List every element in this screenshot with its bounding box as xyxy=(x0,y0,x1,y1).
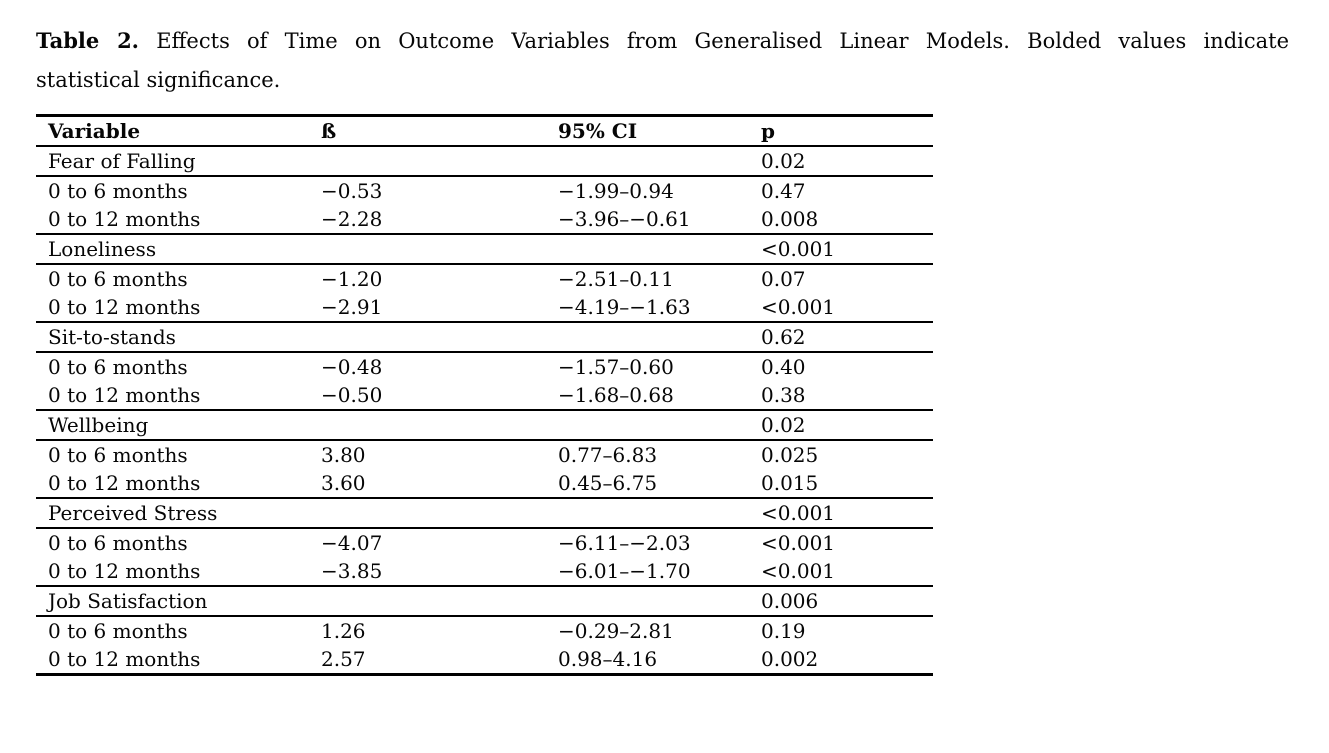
group-ci-empty xyxy=(546,146,749,176)
group-beta-empty xyxy=(309,410,546,440)
row-p-value: 0.19 xyxy=(761,619,806,643)
table-row xyxy=(36,616,933,645)
table-row xyxy=(36,440,933,469)
row-ci: −1.68–0.68 xyxy=(546,381,749,410)
group-ci-empty xyxy=(546,498,749,528)
caption-line-2: statistical significance. xyxy=(36,68,281,92)
group-variable: Sit-to-stands xyxy=(36,322,309,352)
group-variable: Wellbeing xyxy=(36,410,309,440)
group-p-value: 0.02 xyxy=(749,410,933,440)
group-p-value: <0.001 xyxy=(749,234,933,264)
row-p-value: 0.40 xyxy=(761,355,806,379)
row-p-value: <0.001 xyxy=(749,293,933,322)
row-p-value: <0.001 xyxy=(761,531,836,555)
group-ci-empty xyxy=(546,586,749,616)
row-beta: −2.28 xyxy=(309,205,546,234)
table-row xyxy=(36,176,933,205)
group-beta-empty xyxy=(309,322,546,352)
row-p-value: 0.015 xyxy=(749,469,933,498)
results-table xyxy=(36,114,933,676)
group-p-value: 0.62 xyxy=(749,322,933,352)
table-row xyxy=(36,381,933,410)
group-ci-empty xyxy=(546,234,749,264)
row-ci: 0.77–6.83 xyxy=(558,443,658,467)
row-variable: 0 to 6 months xyxy=(48,267,188,291)
row-beta: −1.20 xyxy=(321,267,383,291)
row-variable: 0 to 12 months xyxy=(36,293,309,322)
row-variable: 0 to 6 months xyxy=(48,619,188,643)
group-ci-empty xyxy=(546,322,749,352)
col-header-variable: Variable xyxy=(36,116,309,147)
group-variable: Job Satisfaction xyxy=(36,586,309,616)
table-row xyxy=(36,352,933,381)
group-variable: Perceived Stress xyxy=(36,498,309,528)
group-row-sit-to-stands xyxy=(36,322,933,352)
group-row-fear-of-falling xyxy=(36,146,933,176)
row-variable: 0 to 12 months xyxy=(36,381,309,410)
group-beta-empty xyxy=(309,146,546,176)
group-p-value: 0.006 xyxy=(749,586,933,616)
table-header-row xyxy=(36,116,933,147)
caption-line-1 xyxy=(36,21,1289,61)
table-row xyxy=(36,205,933,234)
row-variable: 0 to 12 months xyxy=(36,469,309,498)
col-header-ci: 95% CI xyxy=(546,116,749,147)
row-ci: −1.57–0.60 xyxy=(558,355,674,379)
row-ci: −6.11–−2.03 xyxy=(558,531,691,555)
row-ci: −1.99–0.94 xyxy=(558,179,674,203)
group-beta-empty xyxy=(309,234,546,264)
row-p-value: 0.002 xyxy=(761,647,819,671)
row-beta: −0.50 xyxy=(309,381,546,410)
group-beta-empty xyxy=(309,498,546,528)
row-p-value: 0.38 xyxy=(749,381,933,410)
col-header-beta: ß xyxy=(309,116,546,147)
row-p-value: 0.47 xyxy=(761,179,806,203)
row-ci: −2.51–0.11 xyxy=(558,267,674,291)
table-row xyxy=(36,293,933,322)
group-row-job-satisfaction xyxy=(36,586,933,616)
group-variable: Loneliness xyxy=(36,234,309,264)
col-header-p: p xyxy=(749,116,933,147)
group-row-wellbeing xyxy=(36,410,933,440)
row-variable: 0 to 6 months xyxy=(48,355,188,379)
table-row xyxy=(36,528,933,557)
group-p-value: 0.02 xyxy=(749,146,933,176)
row-ci: 0.45–6.75 xyxy=(546,469,749,498)
table-row xyxy=(36,645,933,675)
table-row xyxy=(36,469,933,498)
row-beta: −3.85 xyxy=(309,557,546,586)
row-ci: −3.96–−0.61 xyxy=(546,205,749,234)
row-p-value: 0.008 xyxy=(749,205,933,234)
row-beta: −4.07 xyxy=(321,531,383,555)
table-row xyxy=(36,557,933,586)
row-ci: −6.01–−1.70 xyxy=(546,557,749,586)
group-ci-empty xyxy=(546,410,749,440)
row-variable: 0 to 6 months xyxy=(48,531,188,555)
row-beta: −0.48 xyxy=(321,355,383,379)
row-beta: 1.26 xyxy=(321,619,366,643)
table-caption xyxy=(36,21,1289,100)
row-beta: 3.60 xyxy=(309,469,546,498)
group-beta-empty xyxy=(309,586,546,616)
row-beta: 3.80 xyxy=(321,443,366,467)
row-variable: 0 to 12 months xyxy=(48,647,201,671)
row-variable: 0 to 6 months xyxy=(48,179,188,203)
row-variable: 0 to 12 months xyxy=(36,557,309,586)
row-p-value: 0.07 xyxy=(761,267,806,291)
row-variable: 0 to 6 months xyxy=(48,443,188,467)
caption-text: Effects of Time on Outcome Variables from Generalised Linear Models. Bolded values indicate xyxy=(156,29,1289,53)
group-p-value: <0.001 xyxy=(749,498,933,528)
group-row-loneliness xyxy=(36,234,933,264)
row-beta: −0.53 xyxy=(321,179,383,203)
row-beta: 2.57 xyxy=(321,647,366,671)
row-p-value: <0.001 xyxy=(749,557,933,586)
group-row-perceived-stress xyxy=(36,498,933,528)
caption-label: Table 2. xyxy=(36,28,139,53)
table-row xyxy=(36,264,933,293)
row-ci: −4.19–−1.63 xyxy=(546,293,749,322)
row-beta: −2.91 xyxy=(309,293,546,322)
row-ci: 0.98–4.16 xyxy=(558,647,658,671)
row-p-value: 0.025 xyxy=(761,443,819,467)
row-ci: −0.29–2.81 xyxy=(558,619,674,643)
group-variable: Fear of Falling xyxy=(36,146,309,176)
row-variable: 0 to 12 months xyxy=(36,205,309,234)
